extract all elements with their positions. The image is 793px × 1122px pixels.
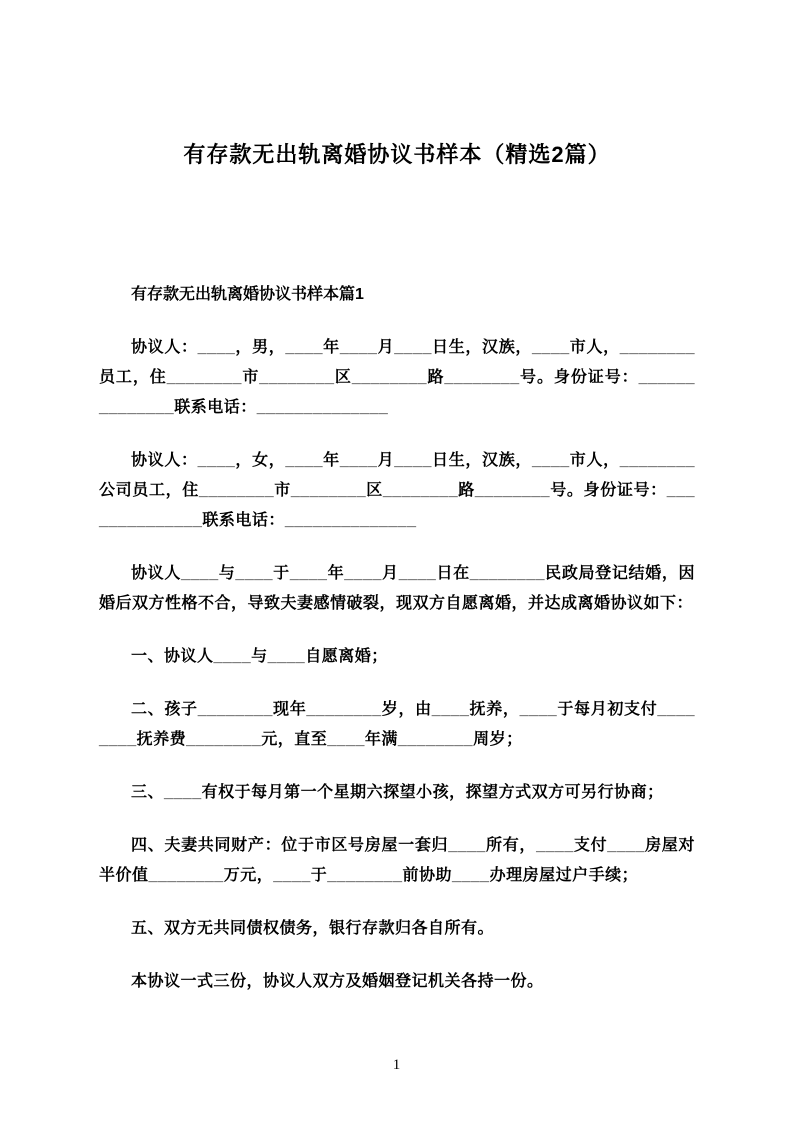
clause-3-visitation: 三、____有权于每月第一个星期六探望小孩，探望方式双方可另行协商； [131,784,664,801]
clause-5-debts-and-savings: 五、双方无共同债权债务，银行存款归各自所有。 [131,920,495,937]
clause-4-property-division: 四、夫妻共同财产：位于市区号房屋一套归____所有，____支付____房屋对半价值________万元，____于________前协助____办理房屋过户手续； [99,837,695,884]
section-heading-sample-1: 有存款无出轨离婚协议书样本篇1 [131,286,364,303]
paragraph-party-a-info: 协议人：____，男，____年____月____日生，汉族，____市人，________员工，住________市________区________路________号。身份证号：______________联系电话：______________ [99,339,695,416]
paragraph-copies-statement: 本协议一式三份，协议人双方及婚姻登记机关各持一份。 [131,973,544,990]
clause-1-voluntary-divorce: 一、协议人____与____自愿离婚； [131,648,388,665]
clause-2-child-custody: 二、孩子________现年________岁，由____抚养，____于每月初支付________抚养费________元，直至____年满________周岁； [99,701,695,748]
document-content [99,0,695,997]
paragraph-party-b-info: 协议人：____，女，____年____月____日生，汉族，____市人，________公司员工，住________市________区________路________号。身份证号：______________联系电话：______________ [99,452,695,529]
page-number: 1 [392,1057,401,1073]
paragraph-marriage-background: 协议人____与____于____年____月____日在________民政局登记结婚，因婚后双方性格不合，导致夫妻感情破裂，现双方自愿离婚，并达成离婚协议如下： [99,565,695,612]
document-title: 有存款无出轨离婚协议书样本（精选2篇） [183,142,611,167]
